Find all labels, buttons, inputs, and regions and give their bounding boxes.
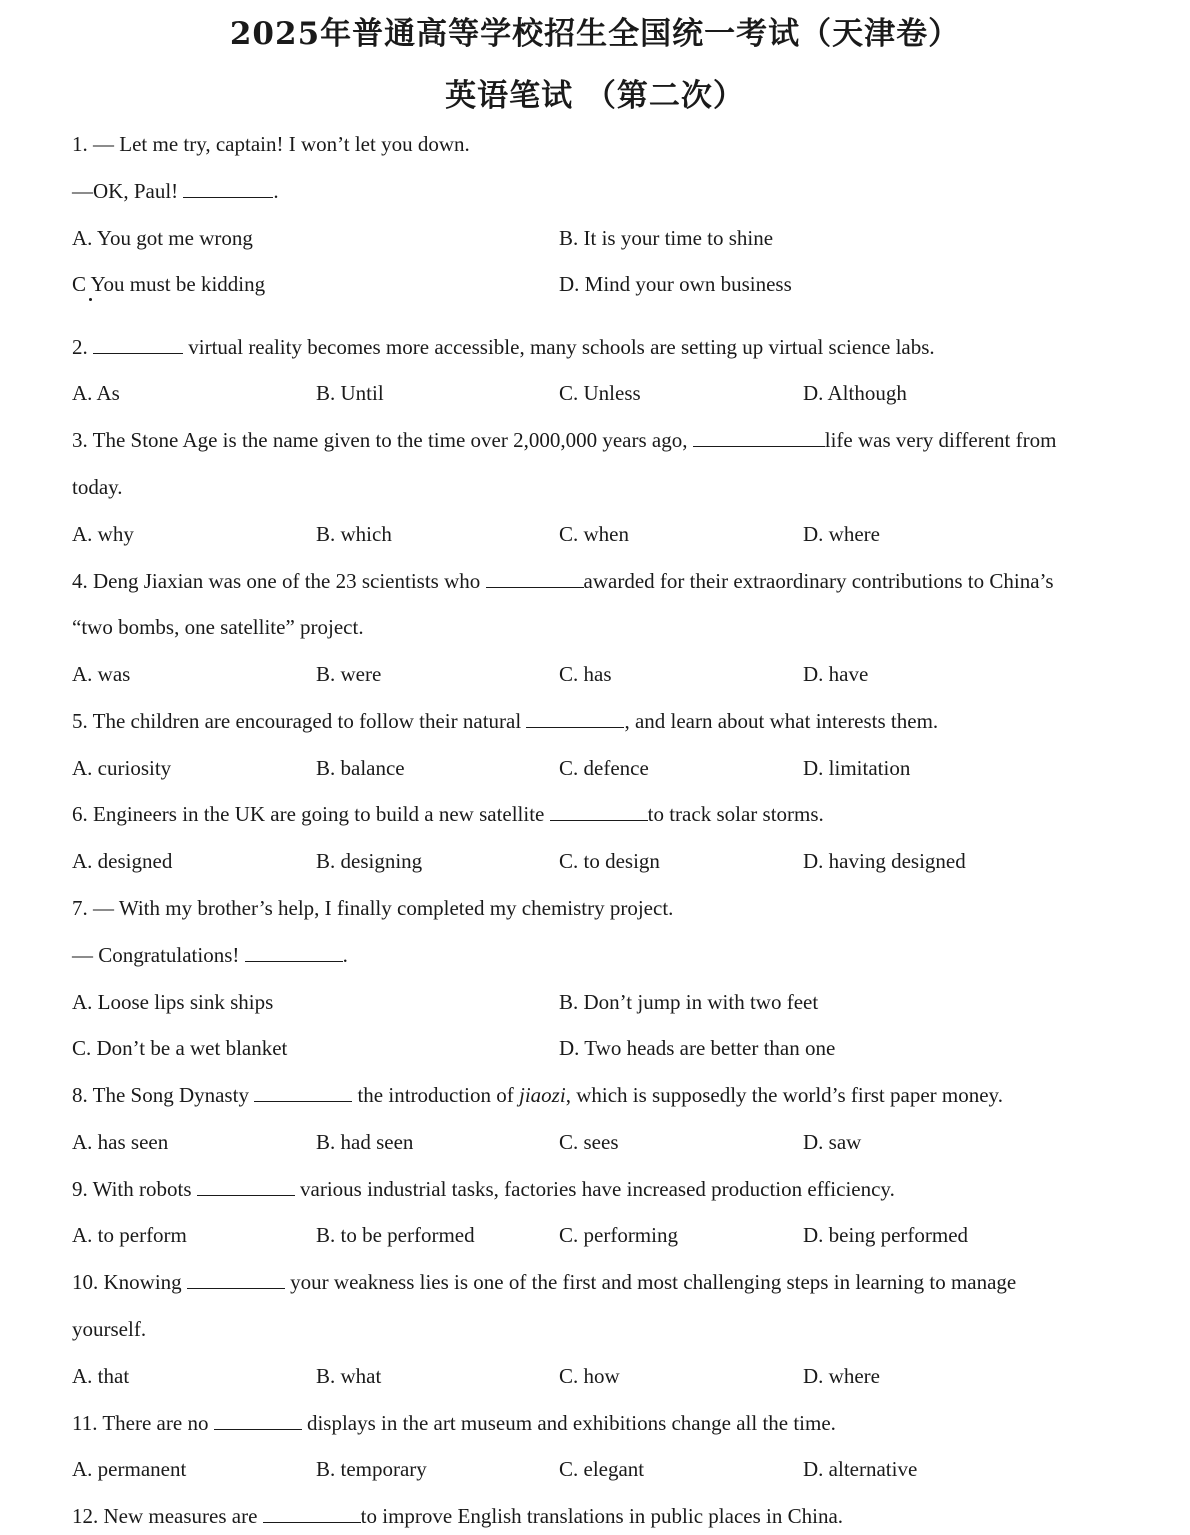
option-c: C. when <box>559 522 629 546</box>
option-a: A. why <box>72 522 134 546</box>
option-c: C. performing <box>559 1223 678 1247</box>
option-b: B. were <box>316 662 382 686</box>
question-3-stem-continued: today. <box>72 475 123 499</box>
option-a: A. As <box>72 381 120 405</box>
answer-blank[interactable] <box>526 709 624 728</box>
option-b: B. designing <box>316 849 423 873</box>
question-10-stem: 10. Knowing your weakness lies is one of the first and most challenging steps in learning to manage <box>72 1270 1017 1294</box>
question-1-reply: —OK, Paul! . <box>72 179 279 203</box>
option-d: D. where <box>803 522 880 546</box>
option-b: B. which <box>316 522 392 546</box>
option-b: B. had seen <box>316 1130 414 1154</box>
question-7-stem: 7. — With my brother’s help, I finally completed my chemistry project. <box>72 896 674 920</box>
option-a: A. designed <box>72 849 173 873</box>
question-7-reply: — Congratulations! . <box>72 943 348 967</box>
answer-blank[interactable] <box>263 1504 361 1523</box>
answer-blank[interactable] <box>183 179 273 198</box>
question-9-stem: 9. With robots various industrial tasks, factories have increased production efficiency. <box>72 1177 895 1201</box>
answer-blank[interactable] <box>245 943 343 962</box>
option-b: B. to be performed <box>316 1223 475 1247</box>
option-b: B. what <box>316 1364 382 1388</box>
question-6-stem: 6. Engineers in the UK are going to build a new satellite to track solar storms. <box>72 802 824 826</box>
answer-blank[interactable] <box>93 335 183 354</box>
option-a: A. to perform <box>72 1223 187 1247</box>
option-d: D. have <box>803 662 869 686</box>
option-b: B. temporary <box>316 1457 427 1481</box>
option-a: A. has seen <box>72 1130 169 1154</box>
option-c: C You must be kidding <box>72 272 266 296</box>
option-c: C. Don’t be a wet blanket <box>72 1036 288 1060</box>
question-10-stem-continued: yourself. <box>72 1317 147 1341</box>
answer-blank[interactable] <box>693 428 825 447</box>
question-11-stem: 11. There are no displays in the art museum and exhibitions change all the time. <box>72 1411 836 1435</box>
option-a: A. that <box>72 1364 130 1388</box>
exam-title: 2025年普通高等学校招生全国统一考试（天津卷） <box>229 16 961 52</box>
option-b: B. balance <box>316 756 405 780</box>
option-a: A. curiosity <box>72 756 172 780</box>
option-d: D. alternative <box>803 1457 918 1481</box>
option-a: A. You got me wrong <box>72 226 253 250</box>
option-b: B. It is your time to shine <box>559 226 774 250</box>
option-d: D. Mind your own business <box>559 272 792 296</box>
answer-blank[interactable] <box>197 1177 295 1196</box>
question-1-stem: 1. — Let me try, captain! I won’t let you down. <box>72 132 470 156</box>
option-d: D. having designed <box>803 849 966 873</box>
question-4-stem-continued: “two bombs, one satellite” project. <box>72 615 364 639</box>
answer-blank[interactable] <box>214 1411 302 1430</box>
option-d: D. limitation <box>803 756 911 780</box>
answer-blank[interactable] <box>187 1270 285 1289</box>
option-a: A. Loose lips sink ships <box>72 990 274 1014</box>
question-5-stem: 5. The children are encouraged to follow their natural , and learn about what interests them. <box>72 709 939 733</box>
question-3-stem: 3. The Stone Age is the name given to the time over 2,000,000 years ago, life was very different from <box>72 428 1057 452</box>
option-c: C. Unless <box>559 381 641 405</box>
exam-subtitle: 英语笔试 （第二次） <box>445 78 745 114</box>
question-8-stem: 8. The Song Dynasty the introduction of jiaozi, which is supposedly the world’s first paper money. <box>72 1083 1003 1107</box>
option-b: B. Don’t jump in with two feet <box>559 990 819 1014</box>
answer-blank[interactable] <box>254 1083 352 1102</box>
answer-blank[interactable] <box>550 802 648 821</box>
option-c: C. elegant <box>559 1457 645 1481</box>
option-a: A. was <box>72 662 131 686</box>
question-2-stem: 2. virtual reality becomes more accessible, many schools are setting up virtual science labs. <box>72 335 935 359</box>
option-c: C. sees <box>559 1130 619 1154</box>
option-d: D. Two heads are better than one <box>559 1036 836 1060</box>
question-12-stem: 12. New measures are to improve English translations in public places in China. <box>72 1504 844 1528</box>
option-d: D. Although <box>803 381 907 405</box>
option-b: B. Until <box>316 381 384 405</box>
option-d: D. being performed <box>803 1223 969 1247</box>
option-c: C. how <box>559 1364 620 1388</box>
option-d: D. where <box>803 1364 880 1388</box>
answer-blank[interactable] <box>486 569 584 588</box>
question-4-stem: 4. Deng Jiaxian was one of the 23 scientists who awarded for their extraordinary contributions to China’s <box>72 569 1054 593</box>
stray-dot <box>89 298 92 301</box>
option-a: A. permanent <box>72 1457 187 1481</box>
option-c: C. defence <box>559 756 649 780</box>
option-c: C. to design <box>559 849 660 873</box>
option-c: C. has <box>559 662 612 686</box>
option-d: D. saw <box>803 1130 862 1154</box>
